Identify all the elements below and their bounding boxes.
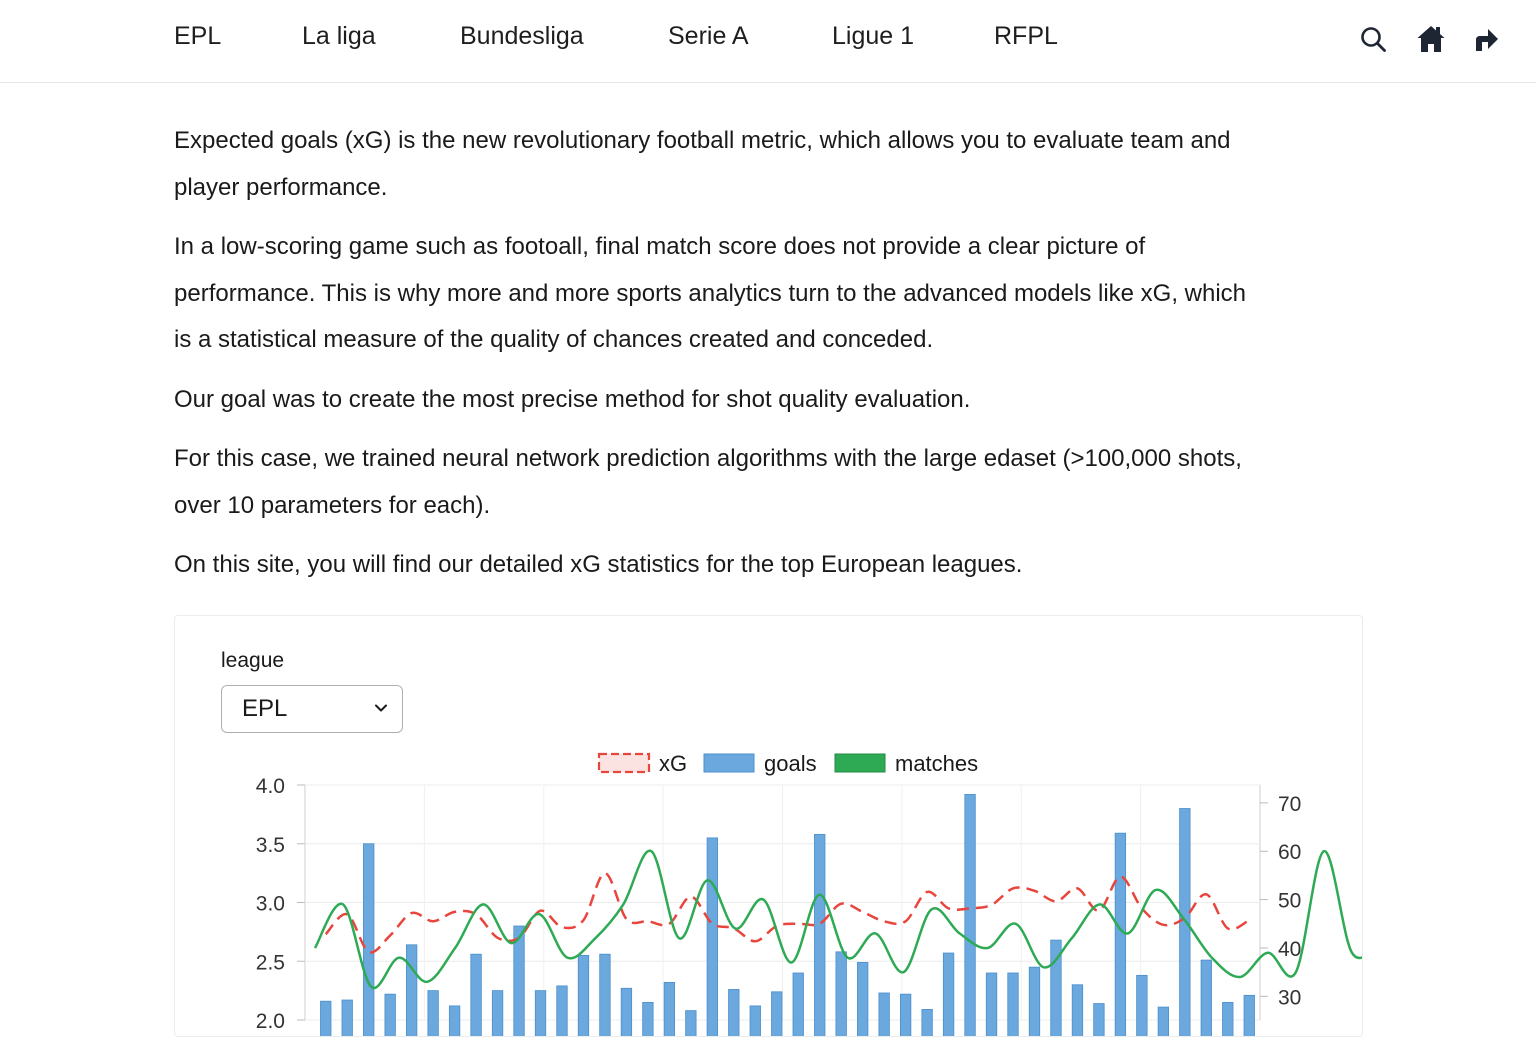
top-navigation bbox=[0, 0, 1536, 83]
goals-bar bbox=[986, 973, 997, 1036]
y-right-tick-label: 70 bbox=[1278, 792, 1302, 816]
chart-legend bbox=[599, 751, 978, 776]
y-left-tick-label: 3.0 bbox=[255, 892, 285, 916]
goals-bar bbox=[922, 1009, 933, 1036]
goals-bar bbox=[836, 952, 847, 1036]
goals-bar bbox=[406, 945, 417, 1036]
goals-bar bbox=[900, 994, 911, 1036]
login-arrow-icon[interactable] bbox=[1470, 24, 1500, 54]
y-axis-right bbox=[1260, 793, 1301, 1009]
legend-swatch-goals bbox=[704, 754, 754, 772]
goals-bar bbox=[1072, 985, 1083, 1036]
league-chart-card bbox=[174, 615, 1363, 1037]
goals-bar bbox=[707, 838, 718, 1036]
goals-bar bbox=[793, 973, 804, 1036]
goals-bar bbox=[686, 1011, 697, 1036]
goals-bar bbox=[1201, 960, 1212, 1036]
legend-swatch-xg bbox=[599, 754, 649, 772]
y-axis-left bbox=[256, 775, 305, 1033]
goals-bar bbox=[1137, 975, 1148, 1036]
goals-bar bbox=[1244, 995, 1255, 1036]
nav-item-epl[interactable]: EPL bbox=[174, 22, 222, 50]
legend-label-matches: matches bbox=[895, 751, 979, 776]
goals-bar bbox=[320, 1001, 331, 1036]
goals-bar bbox=[750, 1006, 761, 1036]
nav-item-serie-a[interactable]: Serie A bbox=[668, 22, 749, 50]
goals-bar bbox=[363, 844, 374, 1036]
goals-bar bbox=[1008, 973, 1019, 1036]
goals-bar bbox=[664, 982, 675, 1036]
nav-item-bundesliga[interactable]: Bundesliga bbox=[460, 22, 584, 50]
league-label: league bbox=[221, 649, 285, 672]
goals-bar bbox=[879, 993, 890, 1036]
nav-item-la-liga[interactable]: La liga bbox=[302, 22, 376, 50]
goals-bars bbox=[320, 794, 1254, 1036]
goals-bar bbox=[557, 986, 568, 1036]
intro-paragraph: Our goal was to create the most precise method for shot quality evaluation. bbox=[174, 385, 971, 413]
goals-bar bbox=[1180, 809, 1191, 1037]
goals-bar bbox=[621, 988, 632, 1036]
intro-text bbox=[174, 118, 1264, 589]
goals-bar bbox=[342, 1000, 353, 1036]
intro-paragraph: On this site, you will find our detailed xG statistics for the top European leagues. bbox=[174, 551, 1023, 578]
intro-paragraph: For this case, we trained neural network prediction algorithms with the large edaset (>100,000 shots, over 10 parameters for each). bbox=[174, 445, 1242, 519]
goals-bar bbox=[772, 992, 783, 1036]
nav-item-rfpl[interactable]: RFPL bbox=[994, 22, 1058, 50]
goals-bar bbox=[643, 1002, 654, 1036]
goals-bar bbox=[385, 994, 396, 1036]
league-select-value: EPL bbox=[242, 695, 288, 722]
y-right-tick-label: 30 bbox=[1278, 986, 1302, 1010]
goals-bar bbox=[492, 991, 503, 1036]
goals-bar bbox=[729, 989, 740, 1036]
goals-bar bbox=[814, 834, 825, 1036]
xg-goals-matches-chart bbox=[175, 616, 1362, 1036]
search-icon[interactable] bbox=[1358, 24, 1388, 54]
y-right-tick-label: 50 bbox=[1278, 889, 1302, 913]
intro-paragraph: Expected goals (xG) is the new revolutionary football metric, which allows you to evaluate team and player performance. bbox=[174, 127, 1231, 201]
goals-bar bbox=[857, 962, 868, 1036]
intro-paragraph: In a low-scoring game such as footoall, final match score does not provide a clear picture of performance. This is why more and more sports analytics turn to the advanced models like xG, which is a statistical measure of the quality of chances created and conceded. bbox=[174, 233, 1247, 353]
legend-swatch-matches bbox=[835, 754, 885, 772]
legend-label-goals: goals bbox=[764, 751, 817, 776]
goals-bar bbox=[1094, 1004, 1105, 1036]
goals-bar bbox=[1158, 1007, 1169, 1036]
goals-bar bbox=[535, 991, 546, 1036]
goals-bar bbox=[449, 1006, 460, 1036]
legend-label-xg: xG bbox=[659, 751, 688, 776]
y-right-tick-label: 40 bbox=[1278, 937, 1302, 961]
y-left-tick-label: 2.0 bbox=[255, 1010, 285, 1033]
goals-bar bbox=[428, 991, 439, 1036]
goals-bar bbox=[965, 794, 976, 1036]
nav-item-ligue-1[interactable]: Ligue 1 bbox=[832, 22, 915, 50]
y-left-tick-label: 3.5 bbox=[255, 833, 285, 857]
home-icon[interactable] bbox=[1416, 24, 1446, 54]
y-left-tick-label: 2.5 bbox=[255, 951, 285, 975]
goals-bar bbox=[1029, 967, 1040, 1036]
goals-bar bbox=[1223, 1002, 1234, 1036]
y-left-tick-label: 4.0 bbox=[255, 775, 285, 798]
y-right-tick-label: 60 bbox=[1278, 841, 1302, 865]
goals-bar bbox=[1115, 833, 1126, 1036]
